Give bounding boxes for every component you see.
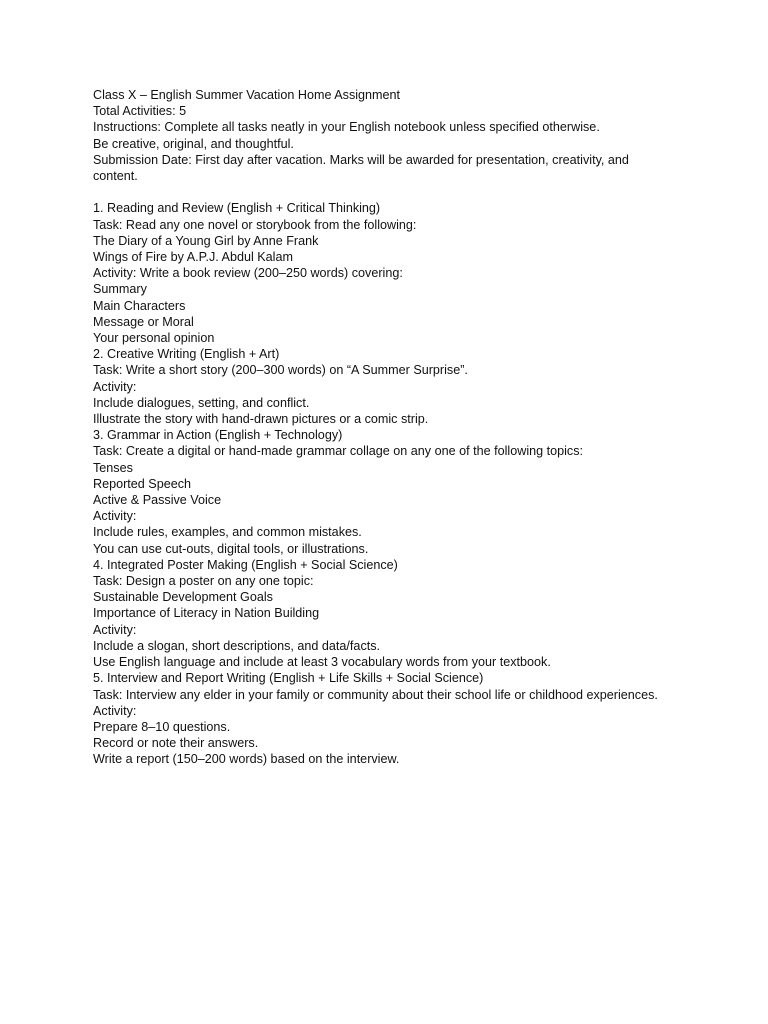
topic-option: Sustainable Development Goals	[93, 590, 273, 605]
section-1-heading: 1. Reading and Review (English + Critical Thinking)	[93, 201, 381, 216]
book-option: The Diary of a Young Girl by Anne Frank	[93, 233, 319, 248]
total-activities: Total Activities: 5	[93, 104, 187, 119]
activity-point: You can use cut-outs, digital tools, or illustrations.	[93, 541, 369, 556]
activity-point: Illustrate the story with hand-drawn pictures or a comic strip.	[93, 412, 429, 427]
section-5-task: Task: Interview any elder in your family or community about their school life or childhood experiences.	[93, 687, 658, 702]
review-point: Main Characters	[93, 298, 186, 313]
review-point: Message or Moral	[93, 314, 194, 329]
section-4-task: Task: Design a poster on any one topic:	[93, 574, 314, 589]
section-2-task: Task: Write a short story (200–300 words) on “A Summer Surprise”.	[93, 363, 468, 378]
section-4-heading: 4. Integrated Poster Making (English + Social Science)	[93, 557, 398, 572]
activity-point: Write a report (150–200 words) based on the interview.	[93, 752, 400, 767]
activity-label: Activity:	[93, 379, 137, 394]
section-3-heading: 3. Grammar in Action (English + Technology)	[93, 428, 343, 443]
activity-point: Record or note their answers.	[93, 736, 259, 751]
topic-option: Active & Passive Voice	[93, 493, 222, 508]
section-3-task: Task: Create a digital or hand-made grammar collage on any one of the following topics:	[93, 444, 584, 459]
activity-point: Include dialogues, setting, and conflict.	[93, 395, 310, 410]
paragraph-gap	[93, 184, 663, 200]
review-point: Your personal opinion	[93, 331, 215, 346]
activity-label: Activity:	[93, 622, 137, 637]
activity-point: Include rules, examples, and common mistakes.	[93, 525, 362, 540]
creative-note: Be creative, original, and thoughtful.	[93, 136, 294, 151]
topic-option: Importance of Literacy in Nation Building	[93, 606, 320, 621]
submission-note: Submission Date: First day after vacation. Marks will be awarded for presentation, creativity, and content.	[93, 152, 629, 184]
instructions-text: Instructions: Complete all tasks neatly in your English notebook unless specified otherwise.	[93, 120, 600, 135]
review-point: Summary	[93, 282, 147, 297]
activity-point: Include a slogan, short descriptions, and data/facts.	[93, 638, 381, 653]
section-2-heading: 2. Creative Writing (English + Art)	[93, 347, 280, 362]
activity-point: Prepare 8–10 questions.	[93, 719, 231, 734]
activity-label: Activity:	[93, 703, 137, 718]
section-1-task: Task: Read any one novel or storybook from the following:	[93, 217, 417, 232]
activity-point: Use English language and include at least 3 vocabulary words from your textbook.	[93, 655, 551, 670]
topic-option: Reported Speech	[93, 476, 192, 491]
section-5-heading: 5. Interview and Report Writing (English + Life Skills + Social Science)	[93, 671, 484, 686]
assignment-document	[93, 87, 663, 768]
topic-option: Tenses	[93, 460, 133, 475]
book-option: Wings of Fire by A.P.J. Abdul Kalam	[93, 250, 293, 265]
section-1-activity: Activity: Write a book review (200–250 words) covering:	[93, 266, 403, 281]
document-title: Class X – English Summer Vacation Home Assignment	[93, 88, 401, 102]
activity-label: Activity:	[93, 509, 137, 524]
